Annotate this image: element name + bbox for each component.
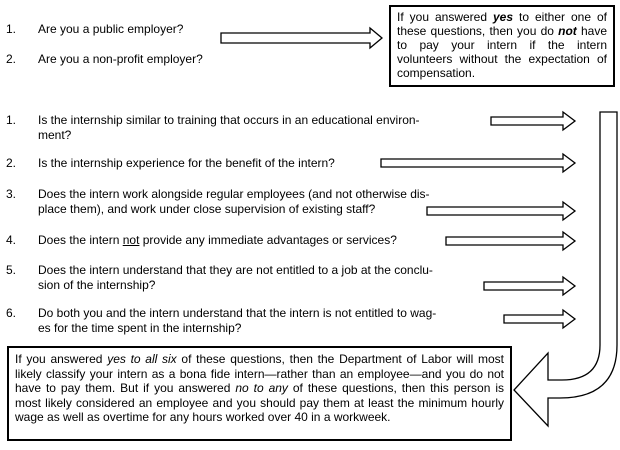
question-5-line-2: sion of the internship?	[38, 278, 156, 292]
answer-text: to either one of these questions, then you do	[397, 10, 607, 38]
answer-text: If you answered	[397, 10, 493, 24]
conclusion-text: If you answered	[15, 352, 108, 366]
arrow-top-to-answer	[221, 28, 382, 48]
conclusion-emphasis-no-to-any: no to any	[235, 381, 288, 395]
question-3-line-1: Does the intern work alongside regular employees (and not otherwise dis-	[38, 187, 430, 201]
question-6-number: 6.	[6, 306, 17, 320]
question-1-line-2: ment?	[38, 128, 72, 142]
answer-text: have to pay your intern if the intern volunteers without the expectation of compensation.	[397, 24, 608, 80]
question-4-underlined-not: not	[122, 233, 140, 247]
conclusion-emphasis-yes-to-all-six: yes to all six	[107, 352, 177, 366]
question-2-number: 2.	[6, 156, 17, 170]
arrow-q4	[446, 232, 575, 250]
arrow-q1	[491, 112, 575, 130]
conclusion-box	[7, 346, 512, 441]
top-question-1-number: 1.	[6, 22, 17, 36]
arrow-q2	[381, 154, 575, 172]
question-3-line-2: place them), and work under close supervision of existing staff?	[38, 202, 376, 216]
question-5-number: 5.	[6, 263, 17, 277]
question-6-line-2: es for the time spent in the internship?	[38, 321, 242, 335]
top-question-2-text: Are you a non-profit employer?	[38, 52, 203, 66]
top-question-2-number: 2.	[6, 52, 17, 66]
arrow-q5	[484, 277, 575, 295]
arrow-q3	[427, 202, 575, 220]
question-4-text	[38, 233, 397, 248]
arrow-q6	[504, 310, 575, 328]
question-4-text-pre: Does the intern	[38, 233, 123, 247]
question-2-text: Is the internship experience for the benefit of the intern?	[38, 156, 335, 170]
question-1-line-1: Is the internship similar to training that occurs in an educational environ-	[38, 113, 420, 127]
conclusion-text: of these questions, then the Department of Labor will most likely classify your intern as a bona fide intern—rather than an employee—and you do not have to pay them. But if you answered	[15, 352, 504, 395]
question-1-number: 1.	[6, 113, 17, 127]
public-nonprofit-answer-box	[389, 5, 615, 87]
conclusion-text: of these questions, then this person is most likely considered an employee and you should pay them at least the minimum hourly wage as well as overtime for any hours worked over 40 in a workweek.	[15, 381, 505, 424]
answer-emphasis-yes: yes	[492, 10, 514, 24]
question-5-line-1: Does the intern understand that they are not entitled to a job at the conclu-	[38, 263, 433, 277]
arrow-curved-to-conclusion	[514, 112, 617, 426]
question-6-line-1: Do both you and the intern understand that the intern is not entitled to wag-	[38, 306, 437, 320]
question-4-number: 4.	[6, 233, 17, 247]
question-3-number: 3.	[6, 187, 17, 201]
question-4-text-post: provide any immediate advantages or services?	[139, 233, 397, 247]
answer-emphasis-not: not	[558, 24, 577, 38]
top-question-1-text: Are you a public employer?	[38, 22, 184, 36]
